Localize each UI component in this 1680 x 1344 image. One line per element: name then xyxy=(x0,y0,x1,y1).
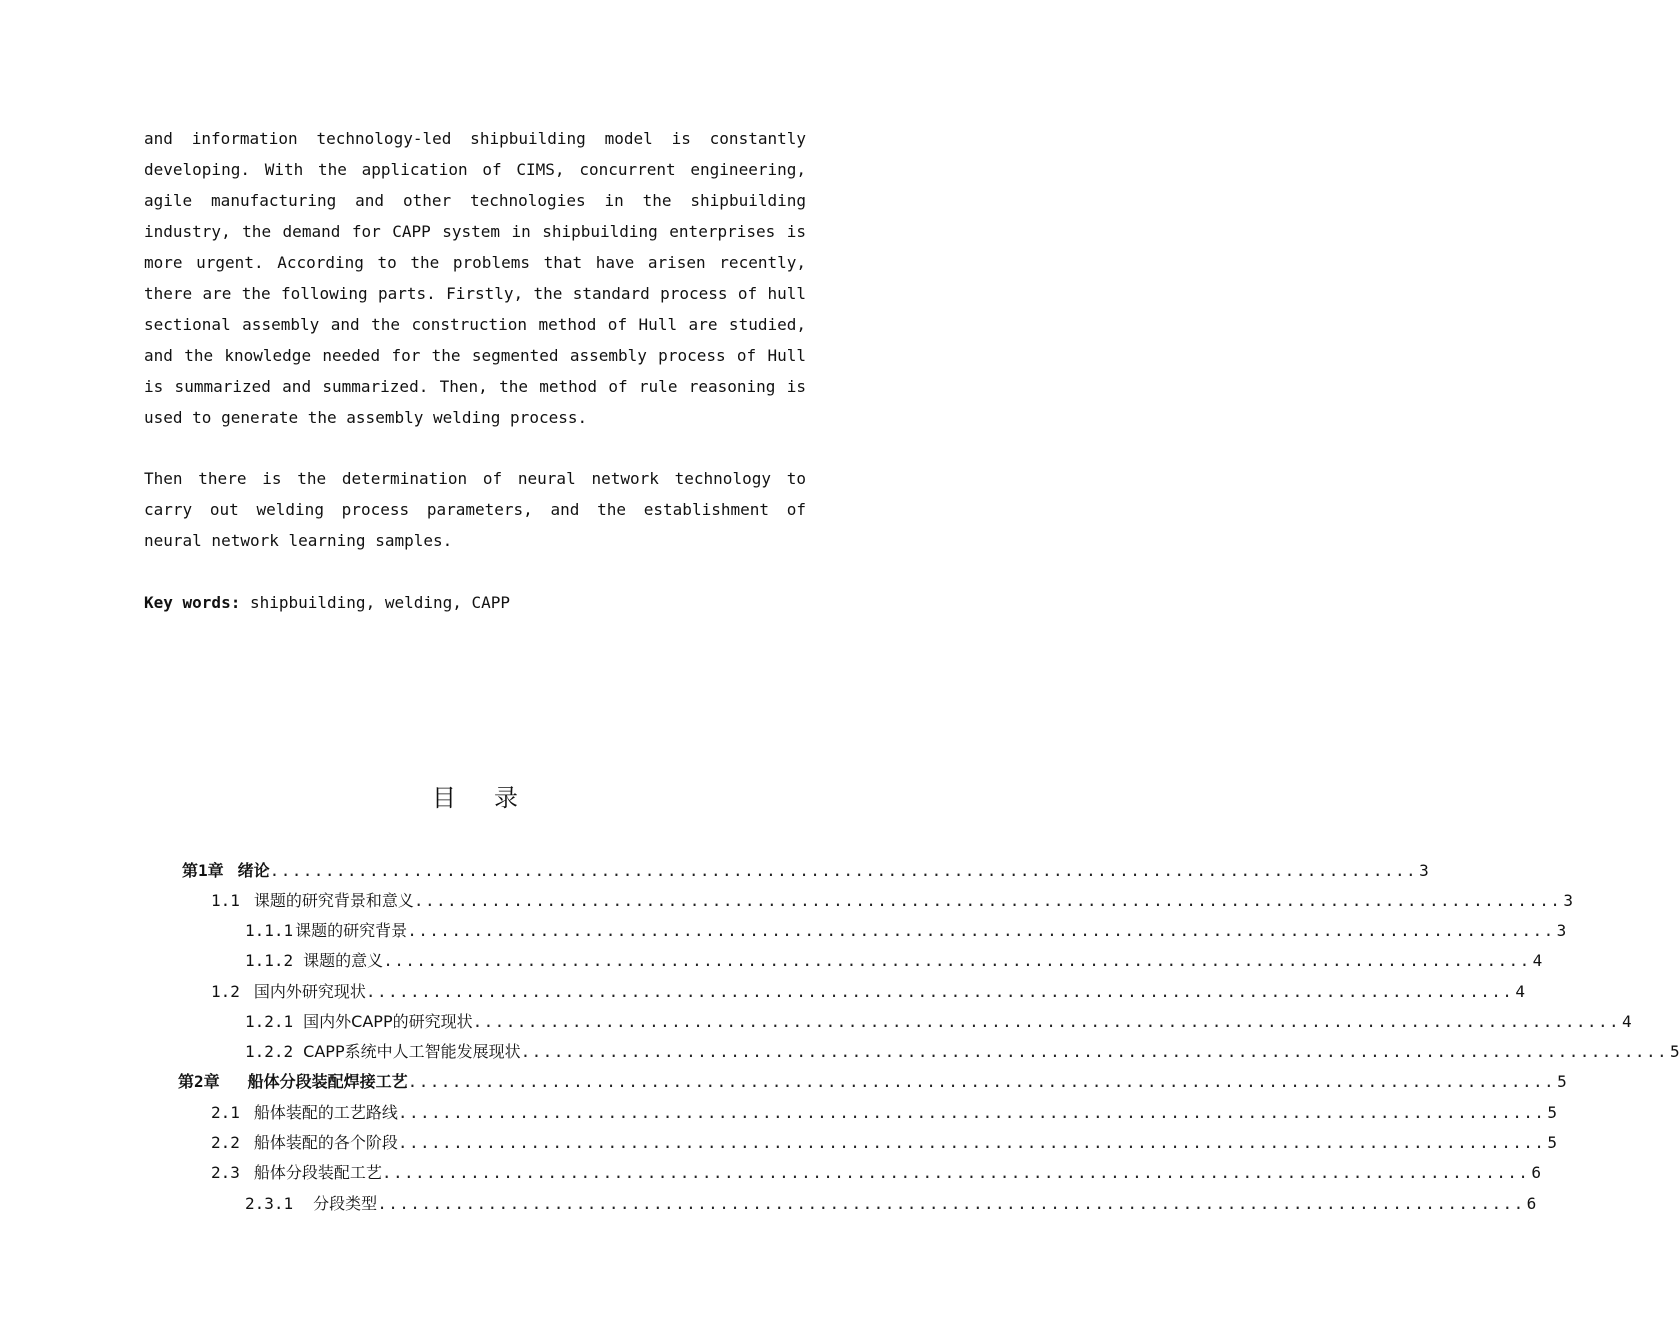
keywords-value: shipbuilding, welding, CAPP xyxy=(249,593,511,612)
keywords-line xyxy=(144,587,510,618)
abstract-section xyxy=(144,123,806,556)
toc-entry-page: 4 xyxy=(1515,982,1525,1001)
toc-entry-number: 1.1 xyxy=(211,891,240,910)
toc-entry-1-2-1[interactable] xyxy=(245,1007,1632,1037)
toc-entry-1-1[interactable] xyxy=(211,886,1573,916)
toc-entry-number: 第2章 xyxy=(178,1072,220,1091)
toc-entry-title: 课题的研究背景 xyxy=(295,921,408,940)
toc-entry-page: 5 xyxy=(1670,1042,1680,1061)
toc-entry-number: 2.2 xyxy=(211,1133,240,1152)
toc-leader-dots: ........................................................................................................ xyxy=(381,1163,1530,1182)
toc-entry-2-3[interactable] xyxy=(211,1158,1541,1188)
toc-entry-number: 2.3 xyxy=(211,1163,240,1182)
keywords-label: Key words: xyxy=(144,593,241,612)
toc-entry-1-1-1[interactable] xyxy=(245,916,1567,946)
toc-entry-number: 1.1.1 xyxy=(245,921,294,940)
toc-entry-page: 4 xyxy=(1532,951,1543,970)
toc-entry-page: 6 xyxy=(1531,1163,1541,1182)
toc-leader-dots: ........................................................................................................ xyxy=(520,1042,1669,1061)
toc-entry-number: 2.3.1 xyxy=(245,1194,294,1213)
toc-entry-chapter-1[interactable] xyxy=(182,856,1429,886)
toc-entry-title: 课题的意义 xyxy=(303,951,384,970)
toc-entry-page: 3 xyxy=(1419,861,1429,880)
toc-leader-dots: ........................................................................................................ xyxy=(269,861,1418,880)
toc-leader-dots: ........................................................................................................ xyxy=(472,1012,1621,1031)
toc-entry-title: 国内外研究现状 xyxy=(253,982,366,1001)
toc-entry-number: 1.1.2 xyxy=(245,951,294,970)
abstract-paragraph-2: Then there is the determination of neural network technology to carry out welding process parameters, and the establishment of neural network learning samples. xyxy=(144,469,806,550)
toc-entry-page: 3 xyxy=(1563,891,1573,910)
toc-entry-title: 船体分段装配工艺 xyxy=(253,1163,382,1182)
toc-leader-dots: ........................................................................................................ xyxy=(365,982,1514,1001)
toc-entry-page: 4 xyxy=(1622,1012,1632,1031)
toc-entry-2-1[interactable] xyxy=(211,1098,1557,1128)
toc-entry-number: 1.2.2 xyxy=(245,1042,294,1061)
toc-entry-number: 第1章 xyxy=(182,861,224,880)
toc-entry-page: 6 xyxy=(1526,1194,1537,1213)
toc-title: 目录 xyxy=(432,784,556,812)
toc-entry-number: 2.1 xyxy=(211,1103,240,1122)
toc-entry-page: 5 xyxy=(1547,1133,1557,1152)
toc-entry-title: 绪论 xyxy=(237,861,270,880)
toc-entry-title: 船体装配的工艺路线 xyxy=(253,1103,398,1122)
toc-leader-dots: ........................................................................................................ xyxy=(413,891,1562,910)
toc-leader-dots: ........................................................................................................ xyxy=(407,921,1555,940)
abstract-paragraph-1: and information technology-led shipbuilding model is constantly developing. With the application of CIMS, concurrent engineering, agile manufacturing and other technologies in the shipbuilding industry, the demand for CAPP system in shipbuilding enterprises is more urgent. According to the problems that have arisen recently, there are the following parts. Firstly, the standard process of hull sectional assembly and the construction method of Hull are studied, and the knowledge needed for the segmented assembly process of Hull is summarized and summarized. Then, the method of rule reasoning is used to generate the assembly welding process. xyxy=(144,129,806,427)
toc-entry-2-3-1[interactable] xyxy=(245,1189,1537,1219)
toc-entry-1-2-2[interactable] xyxy=(245,1037,1680,1067)
toc-entry-title: 船体装配的各个阶段 xyxy=(253,1133,398,1152)
toc-entry-1-2[interactable] xyxy=(211,977,1525,1007)
toc-entry-title: 课题的研究背景和意义 xyxy=(253,891,414,910)
toc-entry-1-1-2[interactable] xyxy=(245,946,1543,976)
toc-entry-number: 1.2 xyxy=(211,982,240,1001)
toc-entry-chapter-2[interactable] xyxy=(178,1067,1567,1097)
toc-entry-page: 5 xyxy=(1547,1103,1557,1122)
toc-entry-title: 国内外CAPP的研究现状 xyxy=(303,1012,473,1031)
toc-entry-page: 5 xyxy=(1557,1072,1567,1091)
toc-entry-title: 船体分段装配焊接工艺 xyxy=(247,1072,408,1091)
toc-leader-dots: ........................................................................................................ xyxy=(407,1072,1556,1091)
toc-leader-dots: ........................................................................................................ xyxy=(397,1103,1546,1122)
toc-entry-page: 3 xyxy=(1556,921,1567,940)
toc-leader-dots: ........................................................................................................ xyxy=(377,1194,1525,1213)
toc-entry-number: 1.2.1 xyxy=(245,1012,294,1031)
toc-entry-title: CAPP系统中人工智能发展现状 xyxy=(303,1042,521,1061)
toc-leader-dots: ........................................................................................................ xyxy=(383,951,1531,970)
toc-entry-title: 分段类型 xyxy=(313,1194,378,1213)
toc-leader-dots: ........................................................................................................ xyxy=(397,1133,1546,1152)
toc-entry-2-2[interactable] xyxy=(211,1128,1557,1158)
